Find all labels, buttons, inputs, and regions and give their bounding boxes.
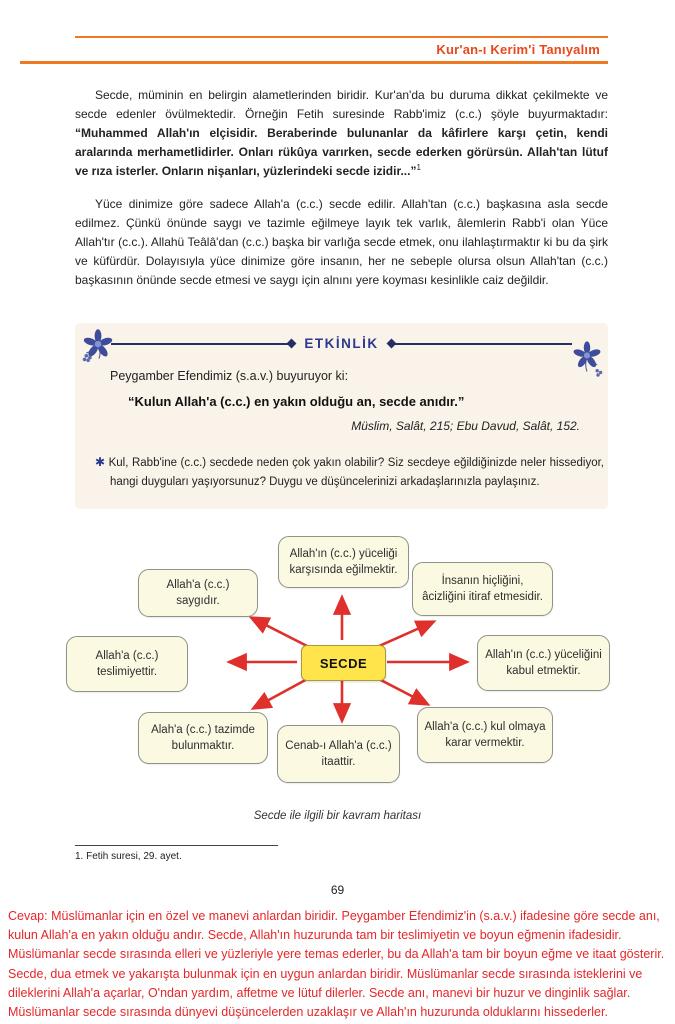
activity-intro: Peygamber Efendimiz (s.a.v.) buyuruyor ki: — [110, 369, 349, 383]
activity-title-row — [111, 336, 572, 351]
concept-map — [0, 528, 675, 810]
paragraph-1-quote: “Muhammed Allah'ın elçisidir. Beraberinde bulunanlar da kâfirlere karşı çetin, kendi aralarında merhametlidirler. Onları rükûya varırken, secde ederken görürsün. Allah'tan lütuf ve rıza isterler. Onların nişanları, yüzlerindeki secde izidir...” — [75, 126, 608, 178]
header-rule-thick — [20, 61, 608, 64]
concept-node-mid-right: Allah'ın (c.c.) yüceliğini kabul etmektir. — [477, 635, 610, 691]
page-number: 69 — [330, 883, 345, 897]
concept-node-top-left: Allah'a (c.c.) saygıdır. — [138, 569, 258, 617]
asterisk-bullet-icon: ✱ — [95, 455, 106, 469]
activity-box — [75, 323, 608, 509]
body-text — [75, 86, 608, 304]
concept-node-top-center: Allah'ın (c.c.) yüceliği karşısında eğilmektir. — [278, 536, 409, 588]
paragraph-1-intro: Secde, müminin en belirgin alametlerinden biridir. Kur'an'da bu duruma dikkat çekilmekte ve secde edenler övülmektedir. Örneğin Fetih suresinde Rabb'imiz (c.c.) şöyle buyurmaktadır: — [75, 88, 608, 121]
concept-node-mid-left: Allah'a (c.c.) teslimiyettir. — [66, 636, 188, 692]
page-header-title: Kur'an-ı Kerim'i Tanıyalım — [436, 42, 600, 57]
concept-node-bottom-center: Cenab-ı Allah'a (c.c.) itaattir. — [277, 725, 400, 783]
answer-overlay-text: Cevap: Müslümanlar için en özel ve manevi anlardan biridir. Peygamber Efendimiz'in (s.a.v.) ifadesine göre secde anı, kulun Allah'a en yakın olduğu andır. Secde, Allah'ın huzurunda tam bir teslimiyetin ve boyun eğmenin ifadesidir. Müslümanlar secde sırasında elleri ve yüzleriyle yere temas ederler, bu da Allah'a tam bir boyun eğme ve itaat gösterir. Secde, dua etmek ve yakarışta bulunmak için en uygun anlardan biridir. Müslümanlar secde sırasında isteklerini ve dileklerini Allah'a açarlar, O'ndan yardım, affetme ve lütuf dilerler. Secde anı, manevi bir huzur ve dinginlik sağlar. Müslümanlar secde sırasında dünyevi düşüncelerden uzaklaşır ve Allah'ın huzurunda olduklarını hissederler. — [8, 909, 665, 1020]
footnote-rule — [75, 845, 278, 846]
concept-node-bottom-right: Allah'a (c.c.) kul olmaya karar vermektir. — [417, 707, 553, 763]
activity-question-text: Kul, Rabb'ine (c.c.) secdede neden çok yakın olabilir? Siz secdeye eğildiğinizde neler hissediyor, hangi duyguları yaşıyorsunuz? Duygu ve düşüncelerinizi arkadaşlarınızla paylaşınız. — [108, 457, 604, 488]
footnote-text: 1. Fetih suresi, 29. ayet. — [75, 851, 182, 862]
activity-hadith-source: Müslim, Salât, 215; Ebu Davud, Salât, 152. — [351, 419, 580, 433]
activity-hadith-quote: “Kulun Allah'a (c.c.) en yakın olduğu an, secde anıdır.” — [128, 394, 465, 409]
concept-node-top-right: İnsanın hiçliğini, âcizliğini itiraf etmesidir. — [412, 562, 553, 616]
paragraph-2: Yüce dinimize göre sadece Allah'a (c.c.) secde edilir. Allah'tan (c.c.) başkasına asla secde edilmez. Çünkü önünde saygı ve tazimle eğilmeye layık tek varlık, âlemlerin Rabb'i olan Yüce Allah'tır (c.c.). Allahü Teâlâ'dan (c.c.) başka bir varlığa secde etmek, onu ilahlaştırmaktır ki bu da şirk ve küfürdür. Dolayısıyla yüce dinimize göre insanın, her ne sebeple olursa olsun Allah'tan (c.c.) başkasının önünde secde etmesi ve saygı için alnını yere koyması kesinlikle caiz değildir. — [75, 197, 608, 287]
concept-map-caption: Secde ile ilgili bir kavram haritası — [253, 810, 422, 822]
title-rule-right — [389, 343, 572, 345]
flower-ornament-icon — [570, 338, 604, 378]
concept-node-bottom-left: Alah'a (c.c.) tazimde bulunmaktır. — [138, 712, 268, 764]
paragraph-1 — [75, 86, 608, 181]
footnote-reference: 1 — [416, 163, 421, 172]
activity-question — [95, 453, 604, 491]
activity-title: ETKİNLİK — [304, 336, 379, 351]
title-rule-left — [111, 343, 294, 345]
header-rule-thin — [75, 36, 608, 38]
concept-map-center: SECDE — [301, 645, 386, 681]
